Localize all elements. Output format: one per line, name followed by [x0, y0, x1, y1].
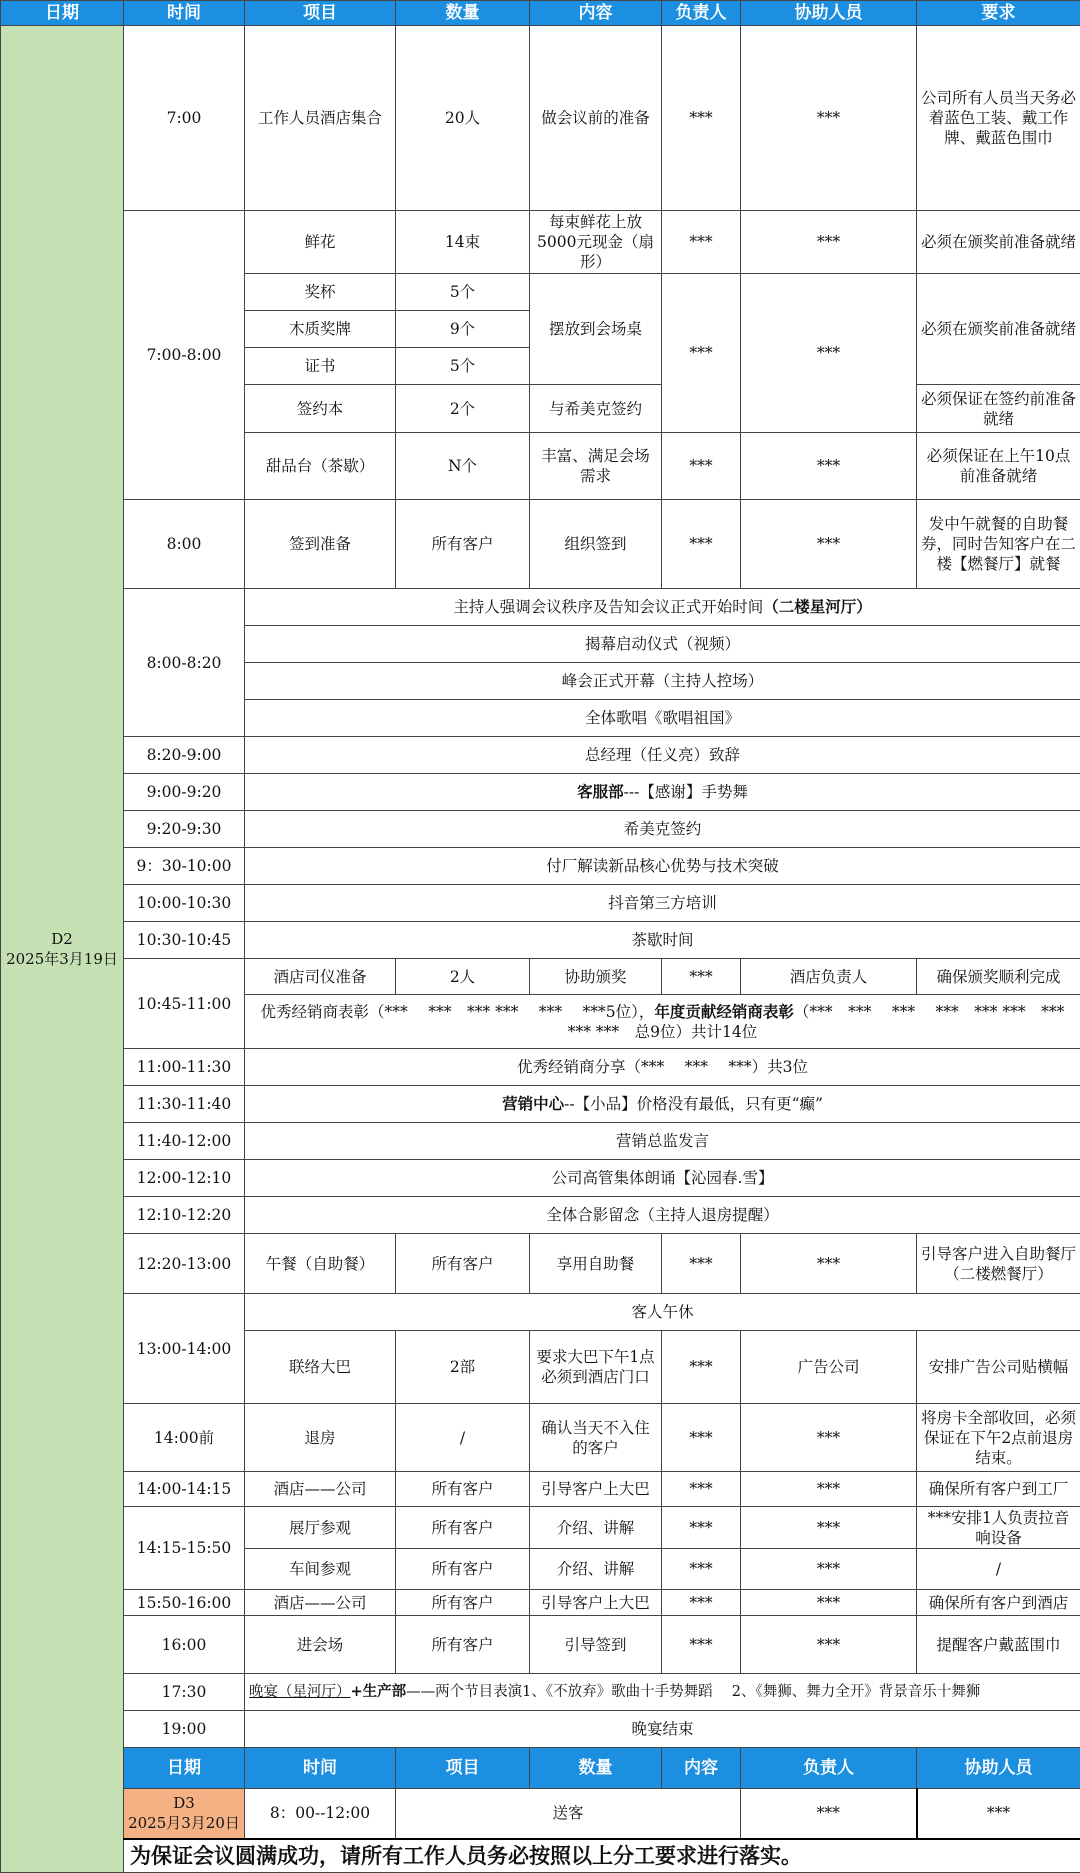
agenda-text: 主持人强调会议秩序及告知会议正式开始时间: [453, 598, 763, 616]
time-cell: 11:30-11:40: [124, 1086, 245, 1123]
table-row: [1, 1616, 1080, 1674]
content-cell: 介绍、讲解: [530, 1549, 662, 1590]
header-content: 内容: [662, 1748, 741, 1789]
header-assist: 协助人员: [741, 1, 917, 26]
time-cell: 10:30-10:45: [124, 922, 245, 959]
content-cell: 要求大巴下午1点必须到酒店门口: [530, 1331, 662, 1404]
owner-cell: ***: [662, 1549, 741, 1590]
table-row: [1, 1711, 1080, 1748]
header-item: 项目: [245, 1, 396, 26]
table-row: [1, 1294, 1080, 1331]
header-req: 要求: [917, 1, 1080, 26]
time-cell: 19:00: [124, 1711, 245, 1748]
assist-cell: ***: [741, 26, 917, 211]
time-cell: 10:45-11:00: [124, 959, 245, 1049]
qty-cell: /: [396, 1404, 530, 1472]
qty-cell: 14束: [396, 211, 530, 274]
table-row: [1, 1789, 1080, 1839]
header-content: 内容: [530, 1, 662, 26]
item-cell: 证书: [245, 348, 396, 385]
time-cell: 17:30: [124, 1674, 245, 1711]
award-text: （*** *** *** *** *** *** *** *** *** 总9位）共计14位: [568, 1003, 1065, 1041]
table-row: [1, 1234, 1080, 1294]
d2-date-cell: [1, 26, 124, 1873]
req-cell: 提醒客户戴蓝围巾: [917, 1616, 1080, 1674]
owner-cell: ***: [662, 211, 741, 274]
table-row: [1, 1086, 1080, 1123]
agenda-cell: 抖音第三方培训: [245, 885, 1080, 922]
agenda-cell: 揭幕启动仪式（视频）: [245, 626, 1080, 663]
header-time: 时间: [124, 1, 245, 26]
header-row: [1, 1, 1080, 26]
qty-cell: 5个: [396, 274, 530, 311]
req-cell: 必须在颁奖前准备就绪: [917, 274, 1080, 385]
agenda-cell: 优秀经销商分享（*** *** ***）共3位: [245, 1049, 1080, 1086]
assist-cell: ***: [741, 1404, 917, 1472]
header-qty: 数量: [530, 1748, 662, 1789]
owner-cell: ***: [662, 433, 741, 500]
assist-cell: ***: [741, 1234, 917, 1294]
qty-cell: 9个: [396, 311, 530, 348]
owner-cell: ***: [662, 1404, 741, 1472]
banquet-cell: [245, 1674, 1080, 1711]
item-cell: 进会场: [245, 1616, 396, 1674]
time-cell: 16:00: [124, 1616, 245, 1674]
d3-date-cell: [124, 1789, 245, 1839]
item-cell: 退房: [245, 1404, 396, 1472]
agenda-cell: 希美克签约: [245, 811, 1080, 848]
content-cell: 引导客户上大巴: [530, 1590, 662, 1616]
req-cell: 发中午就餐的自助餐券，同时告知客户在二楼【燃餐厅】就餐: [917, 500, 1080, 589]
d2-date: 2025年3月19日: [6, 950, 118, 968]
owner-cell: ***: [662, 274, 741, 433]
qty-cell: 2部: [396, 1331, 530, 1404]
time-cell: 8:20-9:00: [124, 737, 245, 774]
table-row: [1, 1160, 1080, 1197]
owner-cell: ***: [662, 1234, 741, 1294]
table-row: [1, 1590, 1080, 1616]
qty-cell: N个: [396, 433, 530, 500]
header-time: 时间: [245, 1748, 396, 1789]
owner-cell: ***: [662, 1472, 741, 1507]
content-cell: 丰富、满足会场需求: [530, 433, 662, 500]
table-row: [1, 1674, 1080, 1711]
agenda-cell: [245, 1086, 1080, 1123]
qty-cell: 2人: [396, 959, 530, 995]
qty-cell: 20人: [396, 26, 530, 211]
item-cell: 联络大巴: [245, 1331, 396, 1404]
time-cell: 14:00-14:15: [124, 1472, 245, 1507]
req-cell: ***安排1人负责拉音响设备: [917, 1507, 1080, 1549]
header-date: 日期: [124, 1748, 245, 1789]
owner-cell: ***: [662, 1331, 741, 1404]
table-row: [1, 1123, 1080, 1160]
content-cell: 每束鲜花上放5000元现金（扇形）: [530, 211, 662, 274]
agenda-cell: 峰会正式开幕（主持人控场）: [245, 663, 1080, 700]
qty-cell: 所有客户: [396, 1234, 530, 1294]
time-cell: 8:00: [124, 500, 245, 589]
content-cell: 引导客户上大巴: [530, 1472, 662, 1507]
content-cell: 引导签到: [530, 1616, 662, 1674]
agenda-cell: 茶歇时间: [245, 922, 1080, 959]
time-cell: 9：30-10:00: [124, 848, 245, 885]
req-cell: 安排广告公司贴横幅: [917, 1331, 1080, 1404]
content-cell: 摆放到会场桌: [530, 274, 662, 385]
req-cell: /: [917, 1549, 1080, 1590]
banquet-dept: +生产部: [351, 1683, 407, 1700]
owner-cell: ***: [662, 500, 741, 589]
assist-cell: 广告公司: [741, 1331, 917, 1404]
agenda-cell: 全体合影留念（主持人退房提醒）: [245, 1197, 1080, 1234]
d3-label: D3: [173, 1794, 195, 1812]
agenda-cell: [245, 589, 1080, 626]
footer-note: 为保证会议圆满成功，请所有工作人员务必按照以上分工要求进行落实。: [124, 1839, 1080, 1873]
d3-date: 2025月3月20日: [128, 1814, 240, 1832]
table-row: [1, 922, 1080, 959]
qty-cell: 所有客户: [396, 1590, 530, 1616]
item-cell: 工作人员酒店集合: [245, 26, 396, 211]
award-cell: [245, 995, 1080, 1049]
banquet-program: ——两个节目表演1、《不放弃》歌曲十手势舞蹈 2、《舞狮、舞力全开》背景音乐十舞狮: [406, 1684, 980, 1700]
content-cell: 享用自助餐: [530, 1234, 662, 1294]
time-cell: 12:10-12:20: [124, 1197, 245, 1234]
table-row: [1, 848, 1080, 885]
agenda-text: --【小品】价格没有最低，只有更“癫”: [564, 1095, 823, 1113]
table-row: [1, 589, 1080, 626]
header-assist: 协助人员: [917, 1748, 1080, 1789]
qty-cell: 2个: [396, 385, 530, 433]
req-cell: 将房卡全部收回，必须保证在下午2点前退房结束。: [917, 1404, 1080, 1472]
item-cell: 酒店——公司: [245, 1472, 396, 1507]
item-cell: 签约本: [245, 385, 396, 433]
table-row: [1, 211, 1080, 274]
table-row: [1, 500, 1080, 589]
time-cell: 11:00-11:30: [124, 1049, 245, 1086]
header-date: 日期: [1, 1, 124, 26]
item-cell: 甜品台（茶歇）: [245, 433, 396, 500]
owner-cell: ***: [662, 959, 741, 995]
assist-cell: ***: [741, 1472, 917, 1507]
time-cell: 15:50-16:00: [124, 1590, 245, 1616]
owner-cell: ***: [662, 1590, 741, 1616]
req-cell: 必须保证在签约前准备就绪: [917, 385, 1080, 433]
assist-cell: ***: [741, 211, 917, 274]
time-cell: 10:00-10:30: [124, 885, 245, 922]
assist-cell: ***: [741, 433, 917, 500]
award-title: 年度贡献经销商表彰: [654, 1002, 794, 1021]
header-row-d3: [1, 1748, 1080, 1789]
req-cell: 确保所有客户到酒店: [917, 1590, 1080, 1616]
time-cell: 13:00-14:00: [124, 1294, 245, 1404]
item-cell: 鲜花: [245, 211, 396, 274]
qty-cell: 所有客户: [396, 1616, 530, 1674]
assist-cell: ***: [917, 1789, 1080, 1839]
req-cell: 引导客户进入自助餐厅（二楼燃餐厅）: [917, 1234, 1080, 1294]
agenda-cell: [245, 774, 1080, 811]
content-cell: 组织签到: [530, 500, 662, 589]
header-qty: 数量: [396, 1, 530, 26]
item-cell: 午餐（自助餐）: [245, 1234, 396, 1294]
assist-cell: ***: [741, 1549, 917, 1590]
item-cell: 签到准备: [245, 500, 396, 589]
content-cell: 协助颁奖: [530, 959, 662, 995]
table-row: [1, 1049, 1080, 1086]
owner-cell: ***: [662, 26, 741, 211]
item-cell: 奖杯: [245, 274, 396, 311]
award-text: 优秀经销商表彰（*** *** *** *** *** ***5位），: [261, 1003, 655, 1021]
owner-cell: ***: [741, 1789, 917, 1839]
req-cell: 公司所有人员当天务必着蓝色工装、戴工作牌、戴蓝色围巾: [917, 26, 1080, 211]
table-row: [1, 885, 1080, 922]
assist-cell: ***: [741, 500, 917, 589]
item-cell: 木质奖牌: [245, 311, 396, 348]
header-item: 项目: [396, 1748, 530, 1789]
qty-cell: 所有客户: [396, 1472, 530, 1507]
qty-cell: 所有客户: [396, 500, 530, 589]
time-cell: 8：00--12:00: [245, 1789, 396, 1839]
qty-cell: 5个: [396, 348, 530, 385]
header-owner: 负责人: [662, 1, 741, 26]
time-cell: 9:20-9:30: [124, 811, 245, 848]
time-cell: 8:00-8:20: [124, 589, 245, 737]
assist-cell: ***: [741, 1616, 917, 1674]
qty-cell: 所有客户: [396, 1507, 530, 1549]
req-cell: 必须在颁奖前准备就绪: [917, 211, 1080, 274]
time-cell: 14:15-15:50: [124, 1507, 245, 1590]
owner-cell: ***: [662, 1616, 741, 1674]
assist-cell: 酒店负责人: [741, 959, 917, 995]
agenda-dept: 营销中心: [502, 1094, 564, 1113]
time-cell: 14:00前: [124, 1404, 245, 1472]
table-row: [1, 737, 1080, 774]
header-owner: 负责人: [741, 1748, 917, 1789]
agenda-cell: 全体歌唱《歌唱祖国》: [245, 700, 1080, 737]
item-cell: 展厅参观: [245, 1507, 396, 1549]
agenda-dept: 客服部: [577, 782, 624, 801]
assist-cell: ***: [741, 1590, 917, 1616]
agenda-cell: 总经理（任义亮）致辞: [245, 737, 1080, 774]
agenda-cell: 客人午休: [245, 1294, 1080, 1331]
time-cell: 9:00-9:20: [124, 774, 245, 811]
item-cell: 酒店司仪准备: [245, 959, 396, 995]
item-cell: 酒店——公司: [245, 1590, 396, 1616]
table-row: [1, 1472, 1080, 1507]
time-cell: 7:00-8:00: [124, 211, 245, 500]
req-cell: 必须保证在上午10点前准备就绪: [917, 433, 1080, 500]
agenda-cell: 公司高管集体朗诵【沁园春.雪】: [245, 1160, 1080, 1197]
assist-cell: ***: [741, 1507, 917, 1549]
content-cell: 确认当天不入住的客户: [530, 1404, 662, 1472]
content-cell: 与希美克签约: [530, 385, 662, 433]
time-cell: 11:40-12:00: [124, 1123, 245, 1160]
content-cell: 介绍、讲解: [530, 1507, 662, 1549]
table-row: [1, 1197, 1080, 1234]
time-cell: 7:00: [124, 26, 245, 211]
banquet-venue: 晚宴（星河厅）: [249, 1684, 351, 1700]
table-row: [1, 774, 1080, 811]
assist-cell: ***: [741, 274, 917, 433]
content-cell: 做会议前的准备: [530, 26, 662, 211]
req-cell: 确保颁奖顺利完成: [917, 959, 1080, 995]
table-row: [1, 1404, 1080, 1472]
owner-cell: ***: [662, 1507, 741, 1549]
time-cell: 12:00-12:10: [124, 1160, 245, 1197]
table-row: [1, 959, 1080, 995]
content-cell: 送客: [396, 1789, 741, 1839]
footer-row: [1, 1839, 1080, 1873]
qty-cell: 所有客户: [396, 1549, 530, 1590]
agenda-cell: 晚宴结束: [245, 1711, 1080, 1748]
table-row: [1, 26, 1080, 211]
agenda-venue: （二楼星河厅）: [763, 597, 872, 616]
table-row: [1, 1507, 1080, 1549]
agenda-cell: 营销总监发言: [245, 1123, 1080, 1160]
table-row: [1, 811, 1080, 848]
item-cell: 车间参观: [245, 1549, 396, 1590]
agenda-cell: 付厂解读新品核心优势与技术突破: [245, 848, 1080, 885]
time-cell: 12:20-13:00: [124, 1234, 245, 1294]
agenda-text: ---【感谢】手势舞: [624, 783, 748, 801]
req-cell: 确保所有客户到工厂: [917, 1472, 1080, 1507]
d2-label: D2: [51, 930, 73, 948]
